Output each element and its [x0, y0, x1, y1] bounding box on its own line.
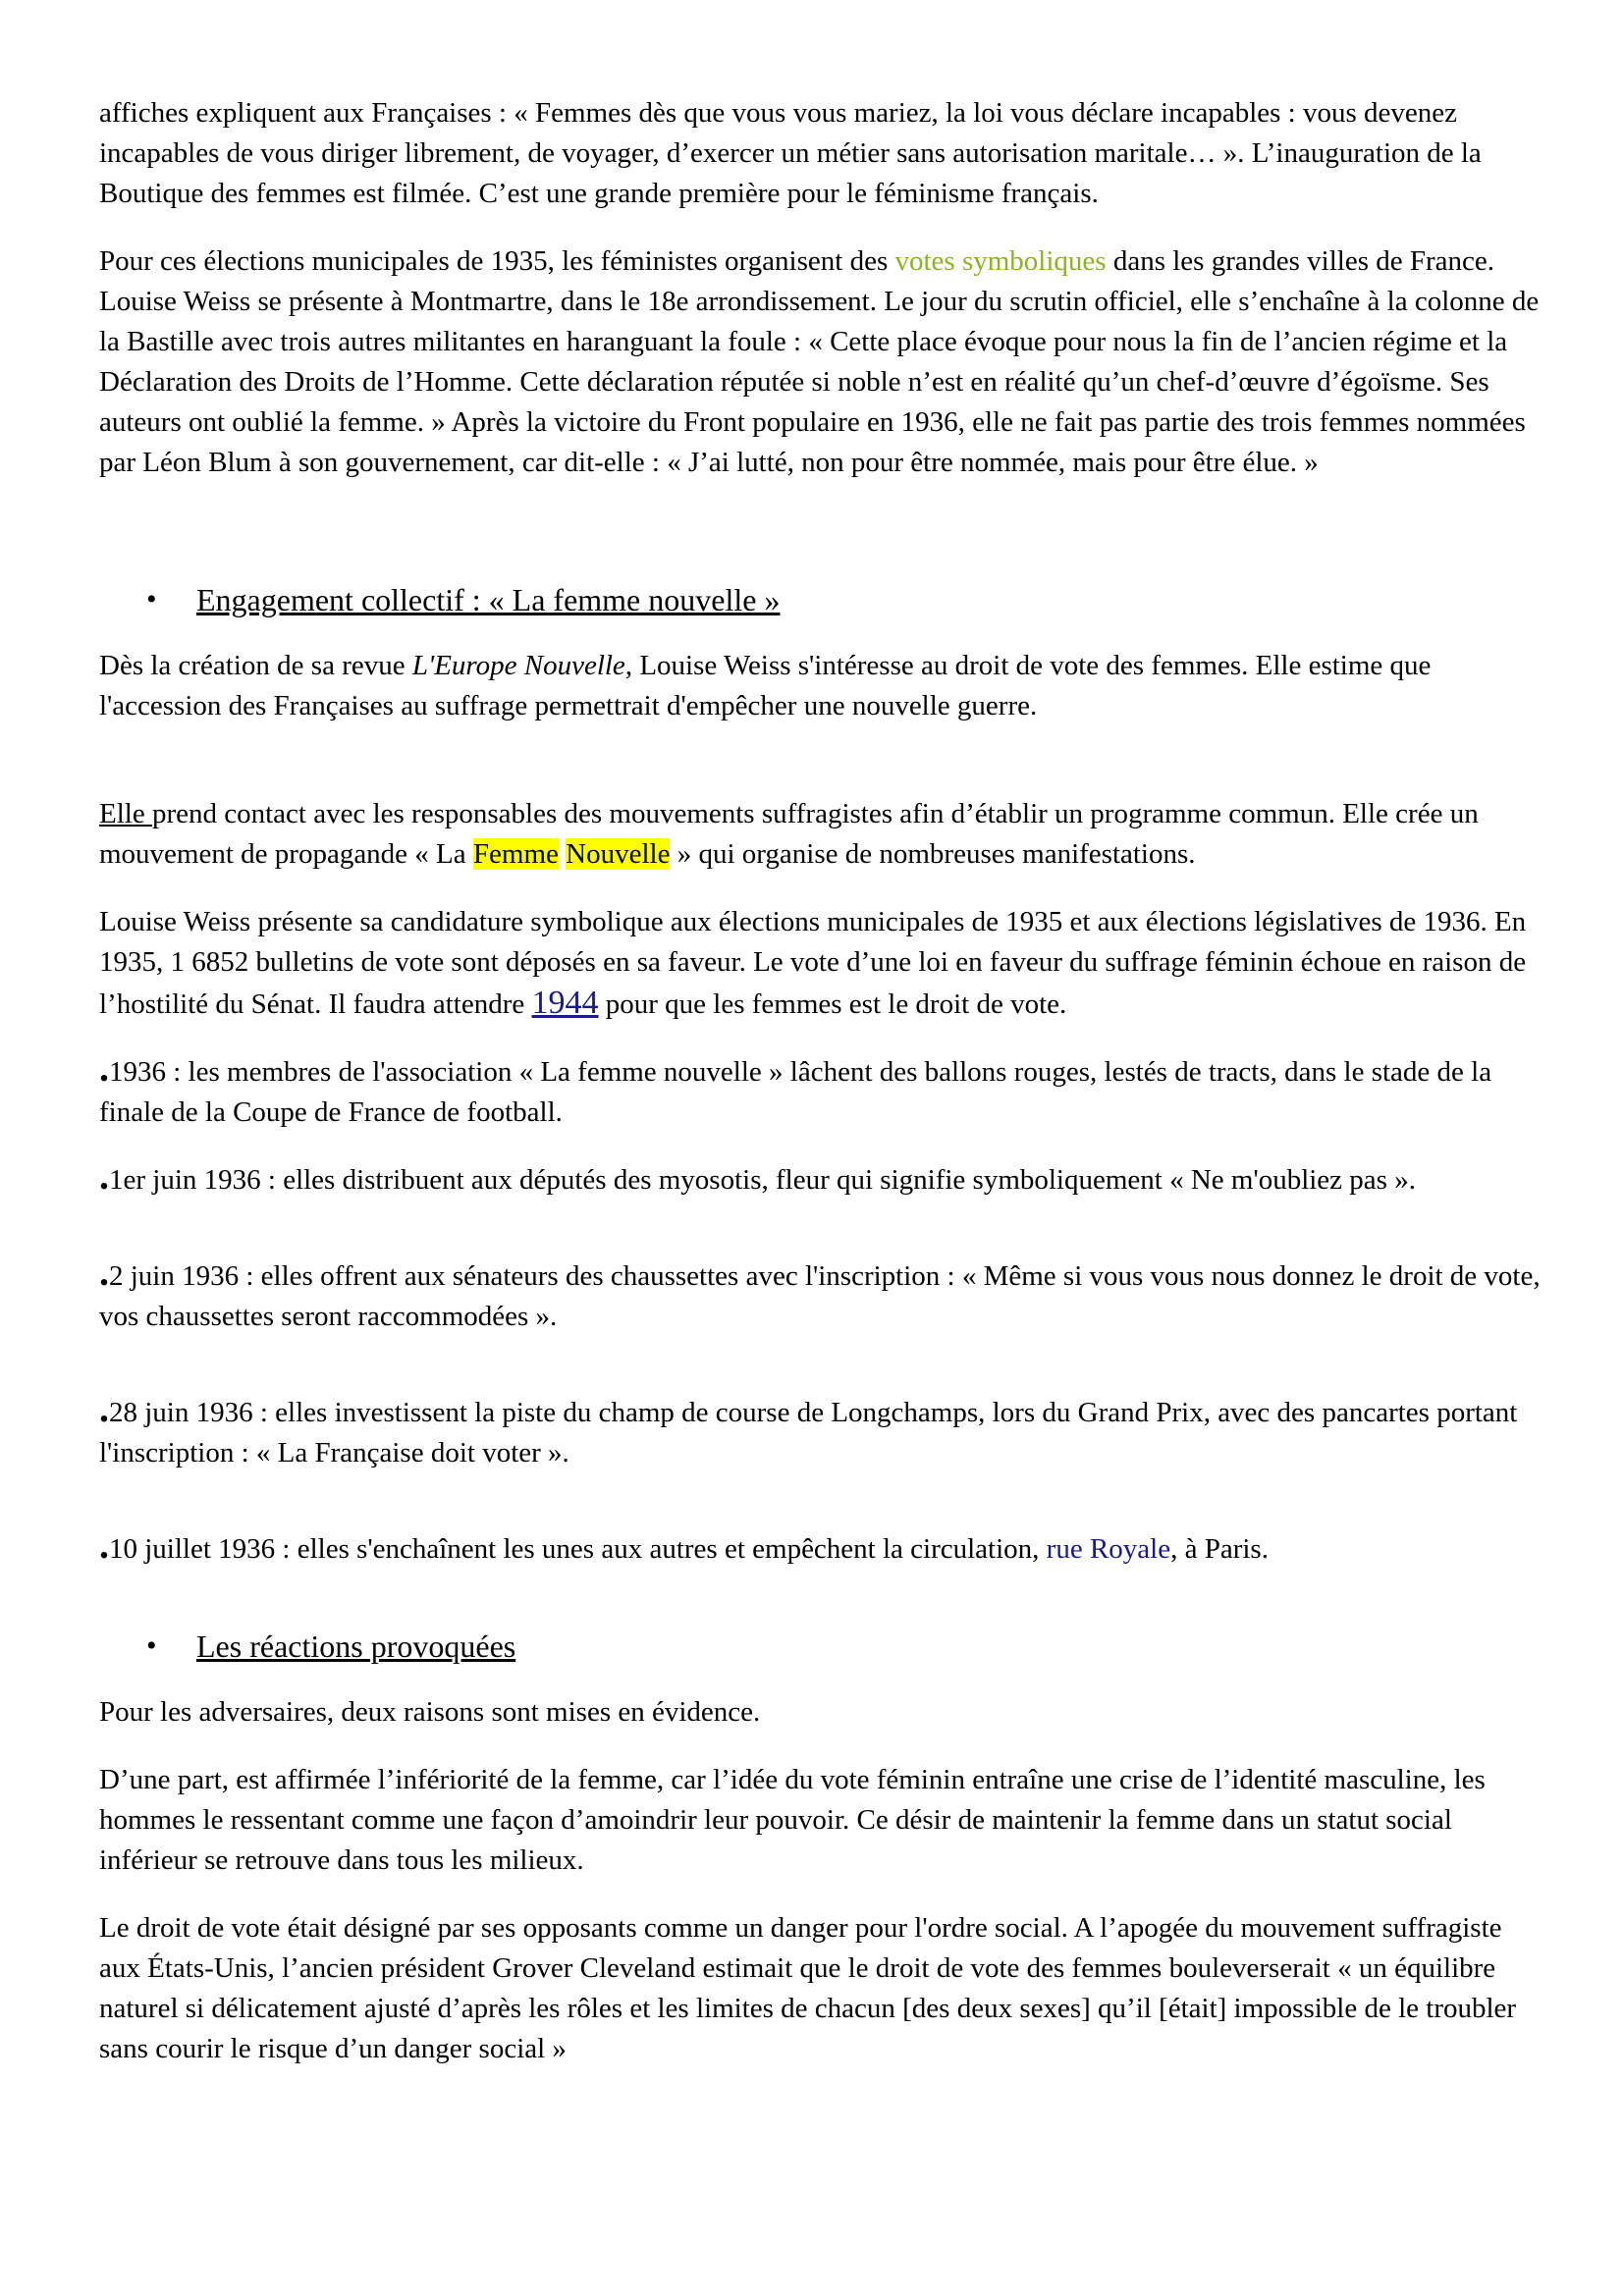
- bullet-icon: •: [146, 583, 157, 615]
- p4-underlined: Elle: [99, 798, 152, 829]
- paragraph-ordre-social: Le droit de vote était désigné par ses opposants comme un danger pour l'ordre social. A l’apogée du mouvement suffragiste aux États-Unis, l’ancien président Grover Cleveland estimait que le droit de vote des femmes bouleverserait « un équilibre naturel si délicatement ajusté d’après les rôles et les limites de chacun [des deux sexes] qu’il [était] impossible de le troubler sans courir le risque d’un danger social »: [99, 1912, 1517, 2064]
- dot-marker: .: [99, 1250, 109, 1294]
- event-10-juillet: [99, 1522, 1542, 1570]
- section-title-engagement: Engagement collectif : « La femme nouvelle »: [196, 582, 781, 617]
- paragraph-candidature: [99, 902, 1542, 1025]
- dot-marker: .: [99, 1045, 109, 1090]
- p2-before: Pour ces élections municipales de 1935, les féministes organisent des: [99, 245, 895, 277]
- event-text: 2 juin 1936 : elles offrent aux sénateurs des chaussettes avec l'inscription : « Même si vous vous nous donnez le droit de vote, vos chaussettes seront raccommodées ».: [99, 1260, 1541, 1332]
- section-heading-reactions: [99, 1625, 1542, 1668]
- paragraph-adversaires: Pour les adversaires, deux raisons sont mises en évidence.: [99, 1696, 761, 1728]
- dot-marker: .: [99, 1386, 109, 1430]
- event5-before: 10 juillet 1936 : elles s'enchaînent les unes aux autres et empêchent la circulation,: [109, 1533, 1047, 1565]
- event-text: 1936 : les membres de l'association « La femme nouvelle » lâchent des ballons rouges, lestés de tracts, dans le stade de la finale de la Coupe de France de football.: [99, 1056, 1492, 1128]
- section-title-reactions: Les réactions provoquées: [196, 1629, 516, 1664]
- paragraph-europe-nouvelle: [99, 646, 1542, 726]
- paragraph-inferiorite: D’une part, est affirmée l’infériorité de la femme, car l’idée du vote féminin entraîne une crise de l’identité masculine, les hommes le ressentant comme une façon d’amoindrir leur pouvoir. Ce désir de maintenir la femme dans un statut social inférieur se retrouve dans tous les milieux.: [99, 1764, 1486, 1876]
- dot-marker: .: [99, 1522, 109, 1567]
- link-1944[interactable]: 1944: [531, 985, 599, 1021]
- document-page: [99, 93, 1542, 2069]
- event-text: 28 juin 1936 : elles investissent la piste du champ de course de Longchamps, lors du Grand Prix, avec des pancartes portant l'inscription : « La Française doit voter ».: [99, 1397, 1518, 1468]
- revue-title: L'Europe Nouvelle: [411, 650, 625, 681]
- p4-after: » qui organise de nombreuses manifestations.: [670, 838, 1196, 870]
- section-heading-engagement: [99, 578, 1542, 621]
- p2-after: dans les grandes villes de France. Louise Weiss se présente à Montmartre, dans le 18e arrondissement. Le jour du scrutin officiel, elle s’enchaîne à la colonne de la Bastille avec trois autres militantes en haranguant la foule : « Cette place évoque pour nous la fin de l’ancien régime et la Déclaration des Droits de l’Homme. Cette déclaration réputée si noble n’est en réalité qu’un chef-d’œuvre d’égoïsme. Ses auteurs ont oublié la femme. » Après la victoire du Front populaire en 1936, elle ne fait pas partie des trois femmes nommées par Léon Blum à son gouvernement, car dit-elle : « J’ai lutté, non pour être nommée, mais pour être élue. »: [99, 245, 1540, 478]
- event-1936: [99, 1045, 1542, 1133]
- p3-before: Dès la création de sa revue: [99, 650, 412, 681]
- highlight-nouvelle: Nouvelle: [566, 838, 671, 870]
- event-text: 1er juin 1936 : elles distribuent aux députés des myosotis, fleur qui signifie symboliquement « Ne m'oubliez pas ».: [109, 1164, 1416, 1196]
- paragraph-affiches: affiches expliquent aux Françaises : « Femmes dès que vous vous mariez, la loi vous déclare incapables : vous devenez incapables de vous diriger librement, de voyager, d’exercer un métier sans autorisation maritale… ». L’inauguration de la Boutique des femmes est filmée. C’est une grande première pour le féminisme français.: [99, 97, 1482, 209]
- event-1er-juin: [99, 1153, 1542, 1201]
- votes-symboliques-link[interactable]: votes symboliques: [894, 245, 1107, 277]
- event-2-juin: [99, 1250, 1542, 1337]
- paragraph-mouvement: [99, 794, 1542, 875]
- highlight-femme: Femme: [472, 838, 559, 870]
- p3-after: , Louise Weiss s'intéresse au droit de vote des femmes. Elle estime que l'accession des Françaises au suffrage permettrait d'empêcher une nouvelle guerre.: [99, 650, 1432, 721]
- bullet-icon: •: [146, 1629, 157, 1662]
- dot-marker: .: [99, 1153, 109, 1198]
- p4-before: prend contact avec les responsables des mouvements suffragistes afin d’établir un programme commun. Elle crée un mouvement de propagande « La: [99, 798, 1479, 870]
- rue-royale-link[interactable]: rue Royale: [1046, 1533, 1171, 1565]
- paragraph-elections-1935: [99, 241, 1542, 483]
- event-28-juin: [99, 1386, 1542, 1473]
- p5-after: pour que les femmes est le droit de vote.: [598, 988, 1067, 1020]
- p5-before: Louise Weiss présente sa candidature symbolique aux élections municipales de 1935 et aux élections législatives de 1936. En 1935, 1 6852 bulletins de vote sont déposés en sa faveur. Le vote d’une loi en faveur du suffrage féminin échoue en raison de l’hostilité du Sénat. Il faudra attendre: [99, 906, 1527, 1020]
- event5-after: , à Paris.: [1170, 1533, 1269, 1565]
